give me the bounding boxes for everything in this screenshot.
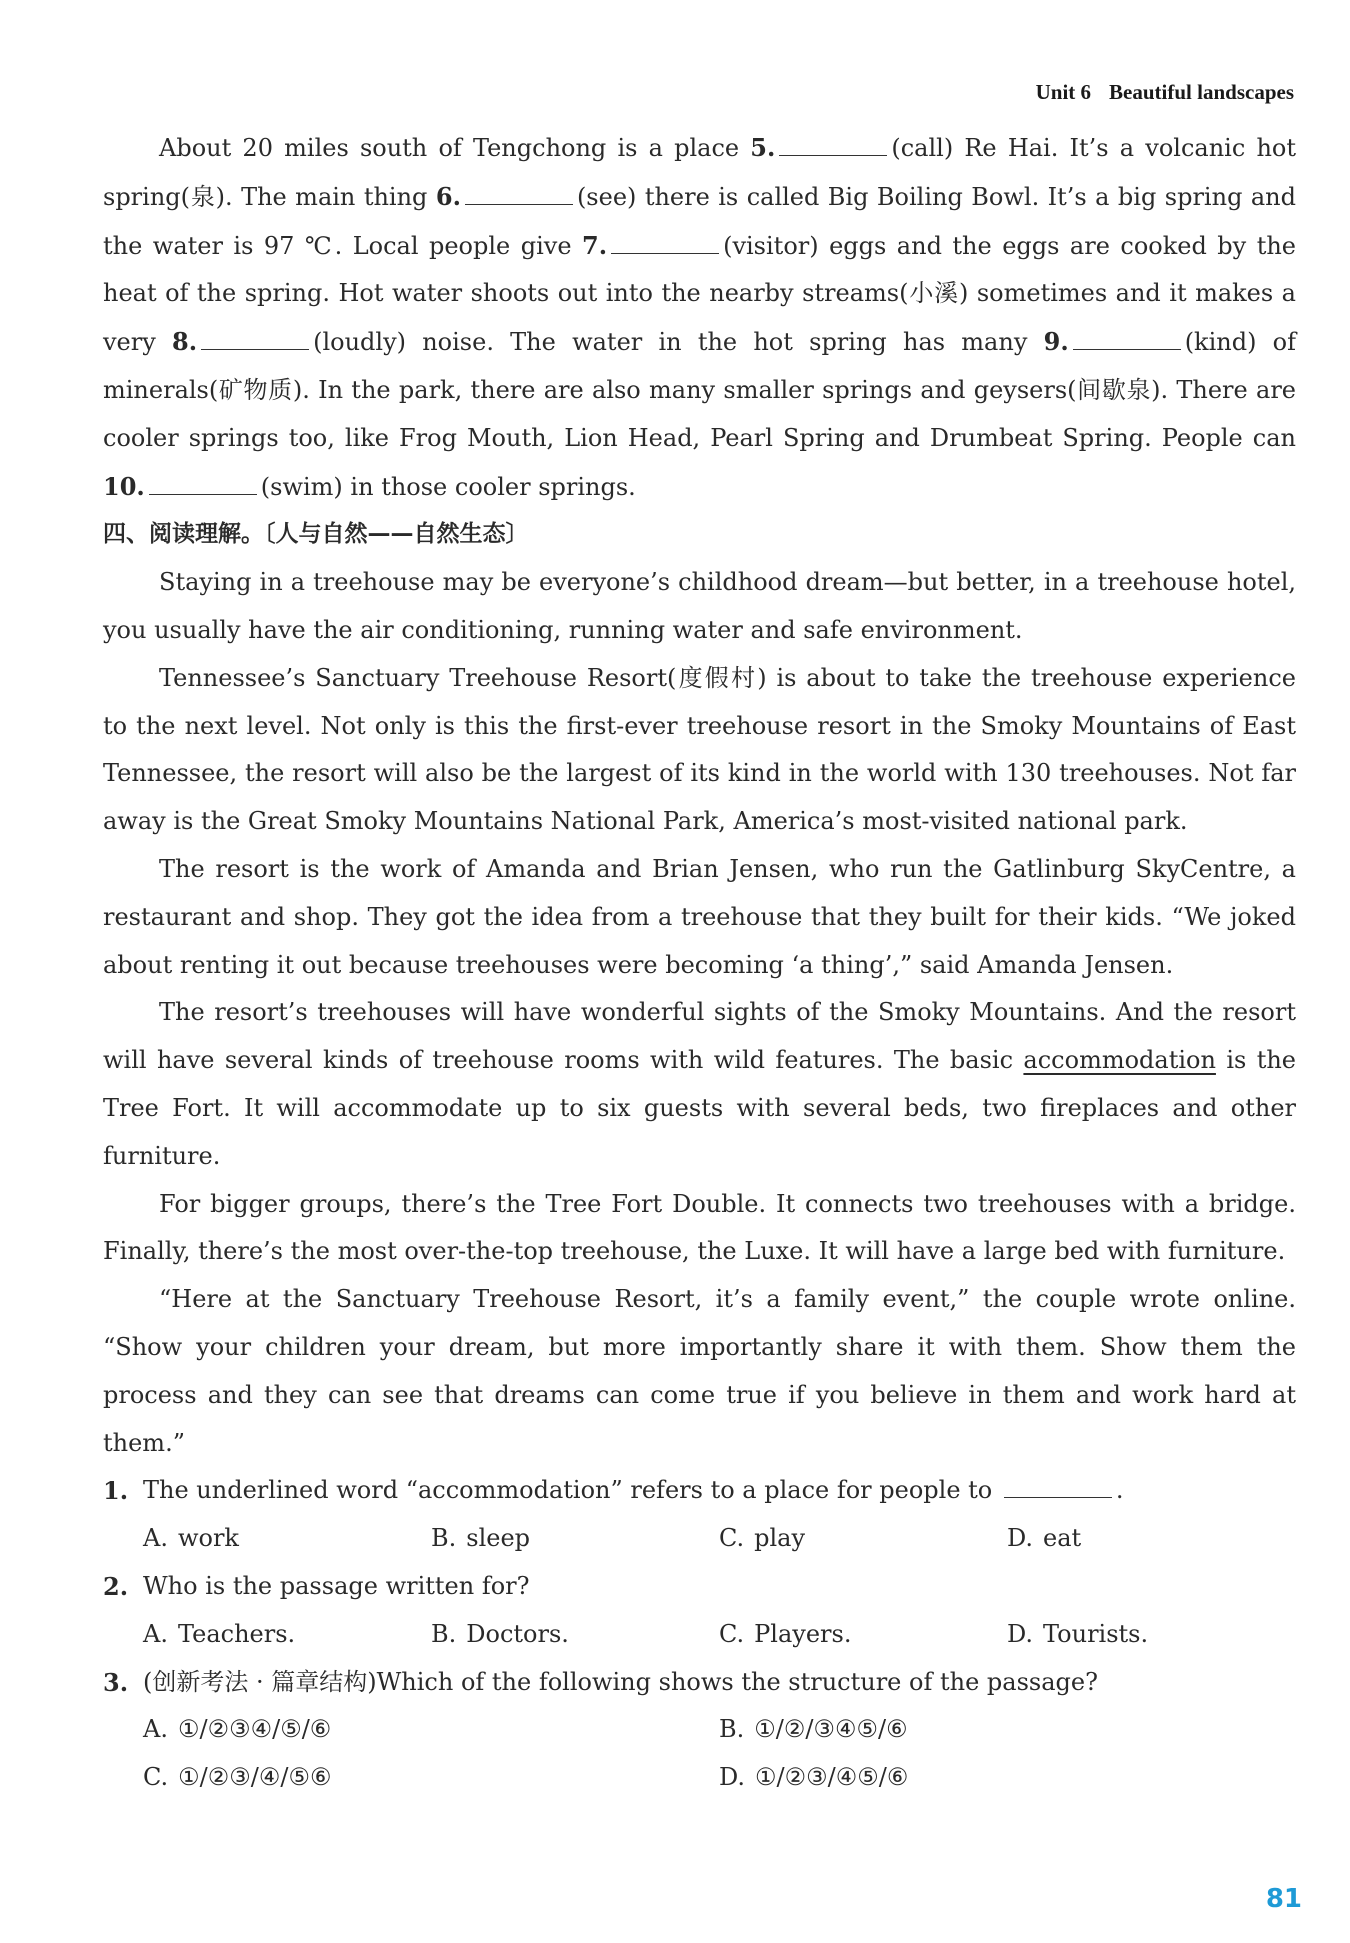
unit-title: Beautiful landscapes	[1109, 80, 1294, 104]
question-text: (创新考法 · 篇章结构)Which of the following shows the structure of the passage?	[143, 1667, 1098, 1696]
option-c[interactable]	[143, 1754, 719, 1802]
option-text: Players.	[754, 1619, 852, 1648]
passage-text: The resort’s treehouses will have wonderful sights of the Smoky Mountains. And the resort will have several kinds of treehouse rooms with wild features. The basic	[103, 998, 1296, 1075]
question-1-options	[103, 1515, 1296, 1563]
option-text: sleep	[466, 1524, 531, 1553]
question-1	[103, 1467, 1296, 1515]
section-title: 四、阅读理解。〔人与自然——自然生态〕	[103, 521, 529, 548]
question-text: The underlined word “accommodation” refers to a place for people to	[143, 1476, 1000, 1505]
option-a[interactable]	[143, 1611, 431, 1659]
cloze-text: in those cooler springs.	[342, 472, 636, 501]
cloze-text: noise. The water in the hot spring has many	[406, 328, 1044, 357]
option-label: B.	[719, 1715, 745, 1744]
question-2-options	[103, 1611, 1296, 1659]
option-a[interactable]	[143, 1515, 431, 1563]
option-text: work	[177, 1524, 239, 1553]
cloze-paragraph	[103, 124, 1296, 511]
cloze-text: About 20 miles south of Tengchong is a place	[159, 134, 751, 162]
passage-paragraph-1: Staying in a treehouse may be everyone’s childhood dream—but better, in a treehouse hotel, you usually have the air conditioning, running water and safe environment.	[103, 568, 1296, 644]
question-text: Who is the passage written for?	[143, 1571, 530, 1600]
page-number: 81	[1265, 1884, 1302, 1914]
option-text: play	[754, 1524, 806, 1553]
blank-hint: (swim)	[260, 472, 343, 501]
cloze-text: of minerals(矿物质). In the park, there are also many smaller springs and geysers(间歇泉). There are cooler springs too, like Frog Mouth, Lion Head, Pearl Spring and Drumbeat Spring. People can	[103, 328, 1297, 452]
question-end: .	[1115, 1476, 1124, 1505]
option-label: C.	[719, 1524, 745, 1553]
question-2	[103, 1563, 1296, 1611]
option-label: B.	[431, 1619, 457, 1648]
passage-paragraph-3: The resort is the work of Amanda and Brian Jensen, who run the Gatlinburg SkyCentre, a restaurant and shop. They got the idea from a treehouse that they built for their kids. “We joked about renting it out because treehouses were becoming ‘a thing’,” said Amanda Jensen.	[103, 854, 1296, 979]
option-c[interactable]	[719, 1515, 1007, 1563]
answer-blank[interactable]	[1073, 329, 1181, 350]
option-text: Teachers.	[177, 1619, 296, 1648]
option-label: A.	[143, 1619, 168, 1648]
option-text: ①/②③/④⑤/⑥	[755, 1763, 909, 1792]
option-label: B.	[431, 1524, 457, 1553]
answer-blank[interactable]	[611, 233, 719, 254]
passage-paragraph-2: Tennessee’s Sanctuary Treehouse Resort(度假村) is about to take the treehouse experience to the next level. Not only is this the first-ever treehouse resort in the Smoky Mountains of East Tennessee, the resort will also be the largest of its kind in the world with 130 treehouses. Not far away is the Great Smoky Mountains National Park, America’s most-visited national park.	[103, 663, 1296, 836]
page-content	[103, 124, 1296, 1802]
option-b[interactable]	[719, 1706, 1295, 1754]
question-number: 1.	[103, 1476, 129, 1506]
option-c[interactable]	[719, 1611, 1007, 1659]
option-d[interactable]	[719, 1754, 1295, 1802]
question-number: 3.	[103, 1667, 129, 1697]
cloze-text: eggs and the eggs are cooked by the heat of the spring. Hot water shoots out into the nearby streams(小溪) sometimes and it makes a very	[103, 231, 1296, 357]
option-d[interactable]	[1007, 1611, 1295, 1659]
answer-blank[interactable]	[201, 329, 309, 350]
blank-hint: (loudly)	[313, 328, 406, 357]
option-b[interactable]	[431, 1611, 719, 1659]
option-label: D.	[719, 1763, 746, 1792]
blank-hint: (see)	[576, 182, 637, 211]
option-text: Tourists.	[1043, 1619, 1149, 1648]
option-label: C.	[143, 1763, 169, 1792]
unit-header	[1036, 80, 1294, 105]
blank-hint: (call)	[891, 134, 954, 162]
blank-number: 6.	[435, 181, 461, 211]
option-label: D.	[1007, 1619, 1034, 1648]
option-a[interactable]	[143, 1706, 719, 1754]
option-text: ①/②③/④/⑤⑥	[178, 1763, 332, 1792]
blank-number: 7.	[582, 230, 608, 260]
option-text: ①/②/③④⑤/⑥	[754, 1715, 908, 1744]
option-b[interactable]	[431, 1515, 719, 1563]
question-3-options-row-2	[103, 1754, 1296, 1802]
passage-paragraph-5: For bigger groups, there’s the Tree Fort Double. It connects two treehouses with a bridge. Finally, there’s the most over-the-top treehouse, the Luxe. It will have a large bed with furniture.	[103, 1189, 1296, 1266]
answer-blank[interactable]	[149, 474, 257, 495]
passage-text: is the Tree Fort. It will accommodate up to six guests with several beds, two fireplaces and other furniture.	[103, 1046, 1296, 1170]
answer-blank[interactable]	[465, 184, 573, 205]
blank-hint: (visitor)	[723, 231, 819, 260]
option-text: eat	[1043, 1524, 1082, 1553]
option-d[interactable]	[1007, 1515, 1295, 1563]
option-label: A.	[143, 1524, 168, 1553]
unit-label: Unit 6	[1035, 80, 1092, 104]
blank-number: 10.	[103, 471, 145, 501]
passage-paragraph-4	[103, 989, 1296, 1180]
blank-number: 5.	[750, 133, 776, 162]
question-3-options-row-1	[103, 1706, 1296, 1754]
option-text: Doctors.	[466, 1619, 569, 1648]
answer-blank[interactable]	[1004, 1477, 1112, 1498]
question-3	[103, 1659, 1296, 1707]
question-number: 2.	[103, 1571, 129, 1601]
option-label: C.	[719, 1619, 745, 1648]
option-label: D.	[1007, 1524, 1034, 1553]
cloze-text: there is called Big Boiling Bowl. It’s a big spring and the water is 97 ℃. Local people give	[103, 182, 1296, 260]
blank-number: 8.	[172, 327, 198, 357]
blank-hint: (kind)	[1184, 328, 1257, 357]
option-text: ①/②③④/⑤/⑥	[177, 1715, 332, 1744]
cloze-text: Re Hai. It’s a volcanic hot spring(泉). The main thing	[103, 134, 1297, 211]
blank-number: 9.	[1043, 327, 1069, 357]
answer-blank[interactable]	[779, 135, 887, 156]
passage-paragraph-6: “Here at the Sanctuary Treehouse Resort, it’s a family event,” the couple wrote online. “Show your children your dream, but more importantly share it with them. Show them the process and they can see that dreams can come true if you believe in them and work hard at them.”	[103, 1285, 1296, 1457]
underlined-word: accommodation	[1023, 1046, 1216, 1075]
option-label: A.	[143, 1715, 168, 1744]
